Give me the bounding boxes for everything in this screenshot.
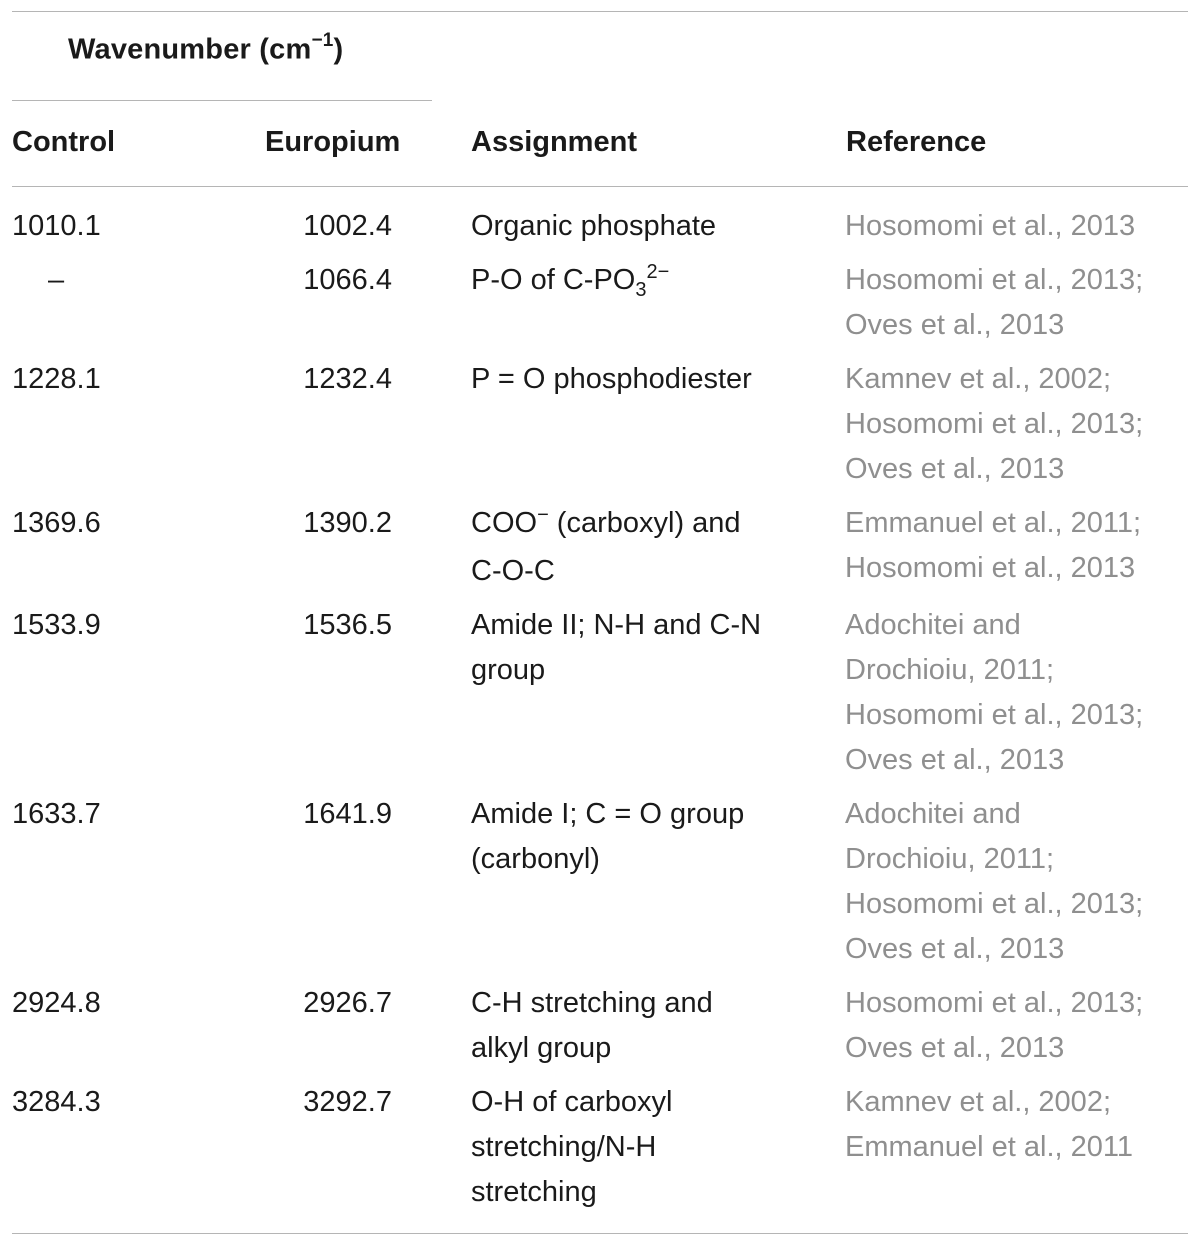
cell-europium: 1641.9 — [303, 798, 392, 830]
cell-control: 1533.9 — [12, 609, 101, 641]
table-row — [0, 501, 1200, 594]
cell-europium: 3292.7 — [303, 1086, 392, 1118]
cell-assignment: C-H stretching and alkyl group — [471, 987, 713, 1064]
table-row — [0, 981, 1200, 1071]
cell-assignment: COO− (carboxyl) and C-O-C — [471, 504, 741, 587]
cell-control: 1228.1 — [12, 363, 101, 395]
cell-assignment: Amide II; N-H and C-N group — [471, 609, 762, 686]
cell-reference: Adochitei and Drochioiu, 2011; Hosomomi et al., 2013; Oves et al., 2013 — [845, 609, 1144, 776]
cell-assignment: Amide I; C = O group (carbonyl) — [471, 798, 745, 875]
table-row — [0, 1080, 1200, 1215]
column-header-control: Control — [12, 126, 116, 158]
cell-reference: Kamnev et al., 2002; Emmanuel et al., 2011 — [845, 1086, 1134, 1163]
cell-europium: 2926.7 — [303, 987, 392, 1019]
cell-europium: 1232.4 — [303, 363, 392, 395]
cell-control: 1369.6 — [12, 507, 101, 539]
table-row — [0, 357, 1200, 492]
cell-reference: Adochitei and Drochioiu, 2011; Hosomomi et al., 2013; Oves et al., 2013 — [845, 798, 1144, 965]
cell-reference: Hosomomi et al., 2013; Oves et al., 2013 — [845, 987, 1144, 1064]
column-header-europium: Europium — [265, 126, 401, 158]
column-header-assignment: Assignment — [471, 126, 637, 158]
table-body — [0, 204, 1200, 1215]
cell-europium: 1390.2 — [303, 507, 392, 539]
table-row — [0, 792, 1200, 972]
table-bottom-rule — [12, 1233, 1188, 1234]
table-row — [0, 204, 1200, 249]
group-header-rule — [12, 100, 432, 101]
cell-control: 3284.3 — [12, 1086, 101, 1118]
cell-europium: 1002.4 — [303, 210, 392, 242]
column-header-reference: Reference — [846, 126, 987, 158]
table-top-rule — [12, 11, 1188, 12]
header-bottom-rule — [12, 186, 1188, 187]
cell-control: 1633.7 — [12, 798, 101, 830]
cell-europium: 1536.5 — [303, 609, 392, 641]
cell-assignment: Organic phosphate — [471, 210, 717, 242]
cell-reference: Hosomomi et al., 2013; Oves et al., 2013 — [845, 264, 1144, 341]
cell-assignment: P = O phosphodiester — [471, 363, 752, 395]
cell-control: 2924.8 — [12, 987, 101, 1019]
table-row — [0, 258, 1200, 348]
cell-control: – — [48, 264, 65, 296]
cell-reference: Hosomomi et al., 2013 — [845, 210, 1136, 242]
cell-assignment: P-O of $C-PO_3^{2-}$ — [471, 261, 670, 301]
cell-control: 1010.1 — [12, 210, 101, 242]
wavenumber-group-header: Wavenumber $(cm^{-1})$ — [68, 30, 344, 66]
cell-reference: Kamnev et al., 2002; Hosomomi et al., 2013; Oves et al., 2013 — [845, 363, 1144, 485]
table-row — [0, 603, 1200, 783]
cell-assignment: O-H of carboxyl stretching/N-H stretching — [471, 1086, 673, 1208]
cell-reference: Emmanuel et al., 2011; Hosomomi et al., 2013 — [845, 507, 1142, 584]
cell-europium: 1066.4 — [303, 264, 392, 296]
